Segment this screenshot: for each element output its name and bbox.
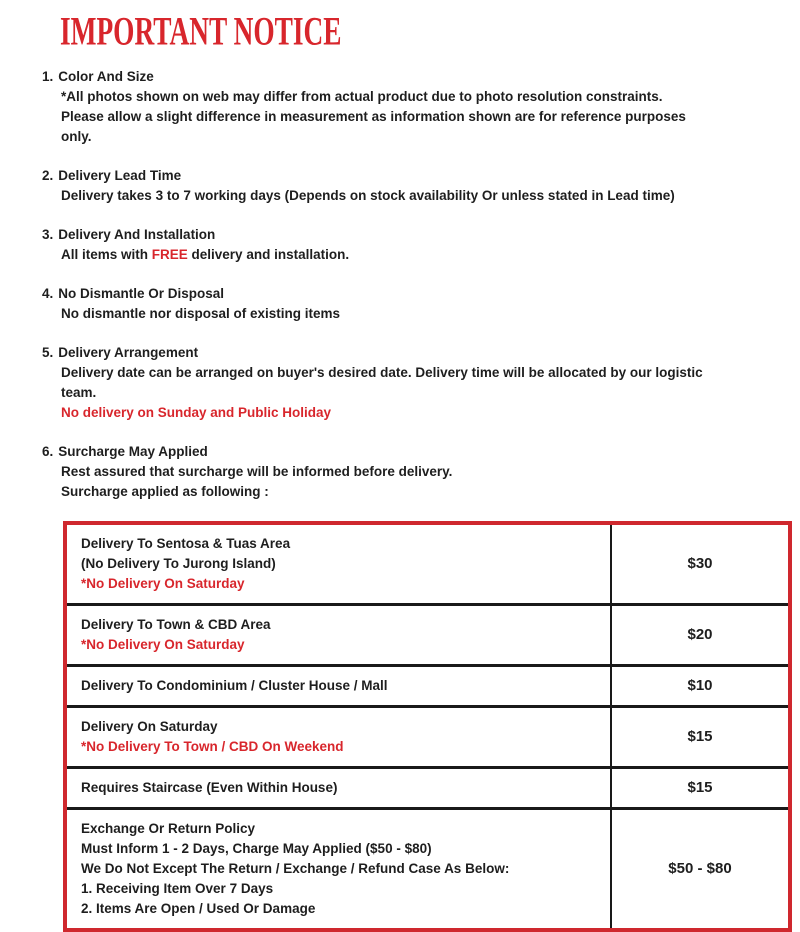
description-line: *No Delivery On Saturday bbox=[81, 576, 245, 591]
description-line: Delivery To Sentosa & Tuas Area bbox=[81, 536, 291, 551]
notice-line bbox=[42, 186, 792, 206]
table-row bbox=[65, 768, 790, 809]
table-row bbox=[65, 707, 790, 768]
description-line: 2. Items Are Open / Used Or Damage bbox=[81, 901, 316, 916]
notice-number: 6. bbox=[42, 444, 54, 459]
notice-line bbox=[42, 383, 792, 403]
table-row bbox=[65, 523, 790, 605]
notice-line bbox=[42, 482, 792, 502]
price-cell: $15 bbox=[611, 707, 790, 768]
notice-line bbox=[42, 363, 792, 383]
notice-line bbox=[42, 127, 792, 147]
notice-list bbox=[42, 67, 792, 502]
description-line: Delivery To Town & CBD Area bbox=[81, 617, 271, 632]
delivery-description-cell bbox=[65, 605, 611, 666]
notice-item bbox=[42, 284, 792, 324]
notice-heading-line bbox=[42, 343, 792, 363]
notice-line bbox=[42, 403, 792, 423]
price-cell: $15 bbox=[611, 768, 790, 809]
notice-heading-line bbox=[42, 225, 792, 245]
text-segment: Surcharge applied as following : bbox=[61, 484, 269, 499]
description-line: *No Delivery To Town / CBD On Weekend bbox=[81, 739, 344, 754]
text-segment: Delivery date can be arranged on buyer's desired date. Delivery time will be allocated by our logistic bbox=[61, 365, 703, 380]
notice-heading: Surcharge May Applied bbox=[58, 444, 208, 459]
description-line: Exchange Or Return Policy bbox=[81, 821, 256, 836]
notice-heading: Delivery And Installation bbox=[58, 227, 216, 242]
price-cell: $50 - $80 bbox=[611, 809, 790, 931]
notice-line bbox=[42, 107, 792, 127]
notice-item bbox=[42, 442, 792, 502]
description-line: Must Inform 1 - 2 Days, Charge May Applied ($50 - $80) bbox=[81, 841, 432, 856]
notice-heading: Delivery Lead Time bbox=[58, 168, 182, 183]
text-segment: Please allow a slight difference in measurement as information shown are for reference purposes bbox=[61, 109, 686, 124]
description-line: *No Delivery On Saturday bbox=[81, 637, 245, 652]
delivery-description-cell bbox=[65, 523, 611, 605]
text-segment: FREE bbox=[151, 247, 188, 262]
text-segment: Delivery takes 3 to 7 working days (Depends on stock availability Or unless stated in Lead time) bbox=[61, 188, 675, 203]
price-cell: $10 bbox=[611, 666, 790, 707]
surcharge-table bbox=[63, 521, 792, 932]
table-row bbox=[65, 809, 790, 931]
table-row bbox=[65, 666, 790, 707]
delivery-description-cell bbox=[65, 666, 611, 707]
notice-line bbox=[42, 245, 792, 265]
notice-line bbox=[42, 87, 792, 107]
notice-line bbox=[42, 304, 792, 324]
notice-number: 1. bbox=[42, 69, 54, 84]
notice-item bbox=[42, 166, 792, 206]
text-segment: only. bbox=[61, 129, 92, 144]
notice-line bbox=[42, 462, 792, 482]
description-line: Delivery On Saturday bbox=[81, 719, 218, 734]
notice-heading-line bbox=[42, 442, 792, 462]
description-line: We Do Not Except The Return / Exchange / Refund Case As Below: bbox=[81, 861, 510, 876]
text-segment: delivery and installation. bbox=[187, 247, 350, 262]
notice-number: 4. bbox=[42, 286, 54, 301]
text-segment: All items with bbox=[61, 247, 152, 262]
notice-item bbox=[42, 225, 792, 265]
notice-heading-line bbox=[42, 166, 792, 186]
text-segment: *All photos shown on web may differ from actual product due to photo resolution constraints. bbox=[61, 89, 663, 104]
table-row bbox=[65, 605, 790, 666]
notice-item bbox=[42, 343, 792, 423]
page-title: IMPORTANT NOTICE bbox=[60, 9, 342, 55]
text-segment: No dismantle nor disposal of existing items bbox=[61, 306, 341, 321]
surcharge-table-body bbox=[65, 523, 790, 930]
notice-heading: Delivery Arrangement bbox=[58, 345, 199, 360]
description-line: 1. Receiving Item Over 7 Days bbox=[81, 881, 274, 896]
delivery-description-cell bbox=[65, 768, 611, 809]
notice-number: 3. bbox=[42, 227, 54, 242]
notice-heading-line bbox=[42, 67, 792, 87]
notice-heading-line bbox=[42, 284, 792, 304]
price-cell: $30 bbox=[687, 555, 713, 572]
delivery-description-cell bbox=[65, 809, 611, 931]
description-line: Delivery To Condominium / Cluster House / Mall bbox=[81, 678, 388, 693]
text-segment: team. bbox=[61, 385, 97, 400]
delivery-description-cell bbox=[65, 707, 611, 768]
text-segment: Rest assured that surcharge will be informed before delivery. bbox=[61, 464, 453, 479]
notice-heading: Color And Size bbox=[58, 69, 154, 84]
description-line: (No Delivery To Jurong Island) bbox=[81, 556, 276, 571]
notice-item bbox=[42, 67, 792, 147]
notice-number: 5. bbox=[42, 345, 54, 360]
description-line: Requires Staircase (Even Within House) bbox=[81, 780, 338, 795]
notice-document bbox=[0, 9, 800, 916]
price-cell: $20 bbox=[611, 605, 790, 666]
notice-number: 2. bbox=[42, 168, 54, 183]
notice-heading: No Dismantle Or Disposal bbox=[58, 286, 225, 301]
text-segment: No delivery on Sunday and Public Holiday bbox=[61, 405, 332, 420]
